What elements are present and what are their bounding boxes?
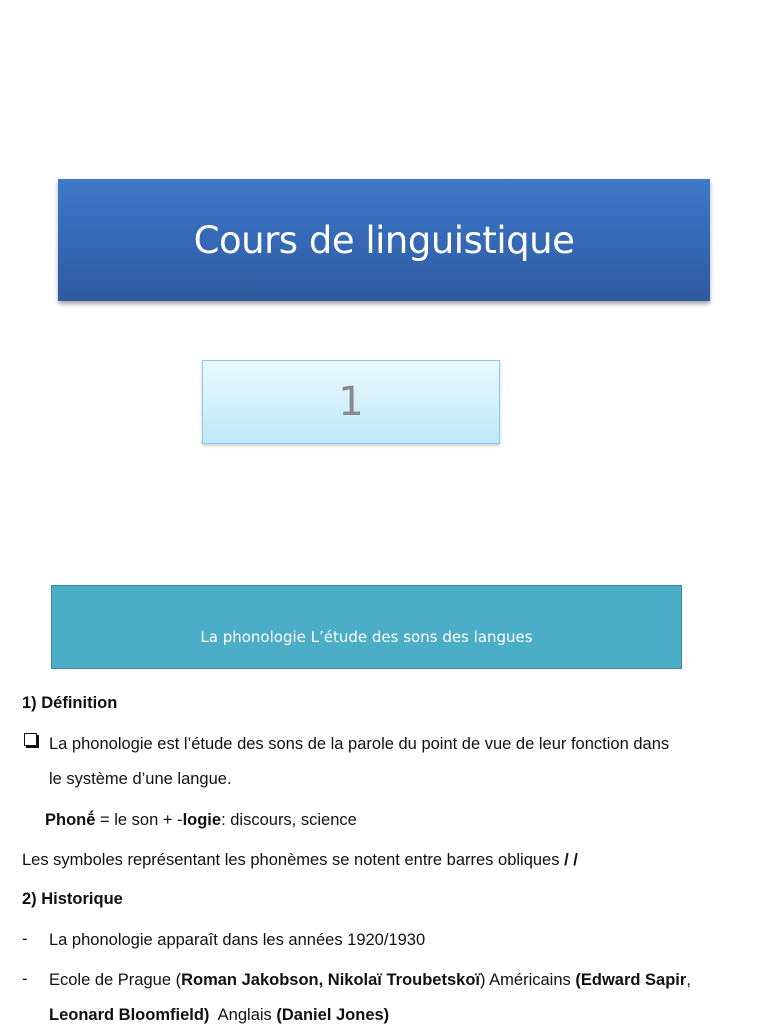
etymology-line	[45, 811, 357, 830]
phone-equation: = le son + -	[95, 811, 183, 829]
document-title: Cours de linguistique	[193, 218, 575, 262]
prague-names: Roman Jakobson, Nikolaï Troubetskoï	[181, 971, 480, 989]
history-item-1: La phonologie apparaît dans les années 1920/1930	[49, 931, 426, 949]
comma: ,	[686, 971, 691, 989]
definition-text-line1: La phonologie est l’étude des sons de la parole du point de vue de leur fonction dans	[49, 735, 670, 753]
americains-text: ) Américains	[480, 971, 576, 989]
sapir-name: (Edward Sapir	[575, 971, 687, 989]
bloomfield-name: Leonard Bloomfield)	[49, 1006, 210, 1024]
symbols-text: Les symboles représentant les phonèmes se notent entre barres obliques	[22, 851, 565, 869]
list-dash-2: -	[22, 970, 28, 988]
lesson-number-box	[202, 360, 500, 444]
subtitle-text: La phonologie L’étude des sons des langues	[200, 628, 533, 646]
phone-term: Phonḗ	[45, 811, 96, 829]
list-dash-1: -	[22, 930, 28, 948]
lesson-number: 1	[338, 379, 364, 425]
definition-heading: 1) Définition	[22, 694, 118, 712]
history-item-2-line1	[49, 971, 691, 990]
logie-meaning: : discours, science	[221, 811, 357, 829]
symbols-line	[22, 851, 578, 870]
prague-text: Ecole de Prague (	[49, 971, 182, 989]
checkbox-bullet-icon	[24, 733, 37, 746]
historique-heading: 2) Historique	[22, 890, 123, 908]
subtitle-box	[51, 585, 682, 669]
jones-name: (Daniel Jones)	[276, 1006, 390, 1024]
definition-text-line2: le système d’une langue.	[49, 770, 232, 788]
title-box	[58, 179, 710, 301]
anglais-text: Anglais	[209, 1006, 277, 1024]
logie-term: logie	[182, 811, 222, 829]
history-item-2-line2	[49, 1006, 389, 1025]
symbols-slashes: / /	[564, 851, 578, 869]
